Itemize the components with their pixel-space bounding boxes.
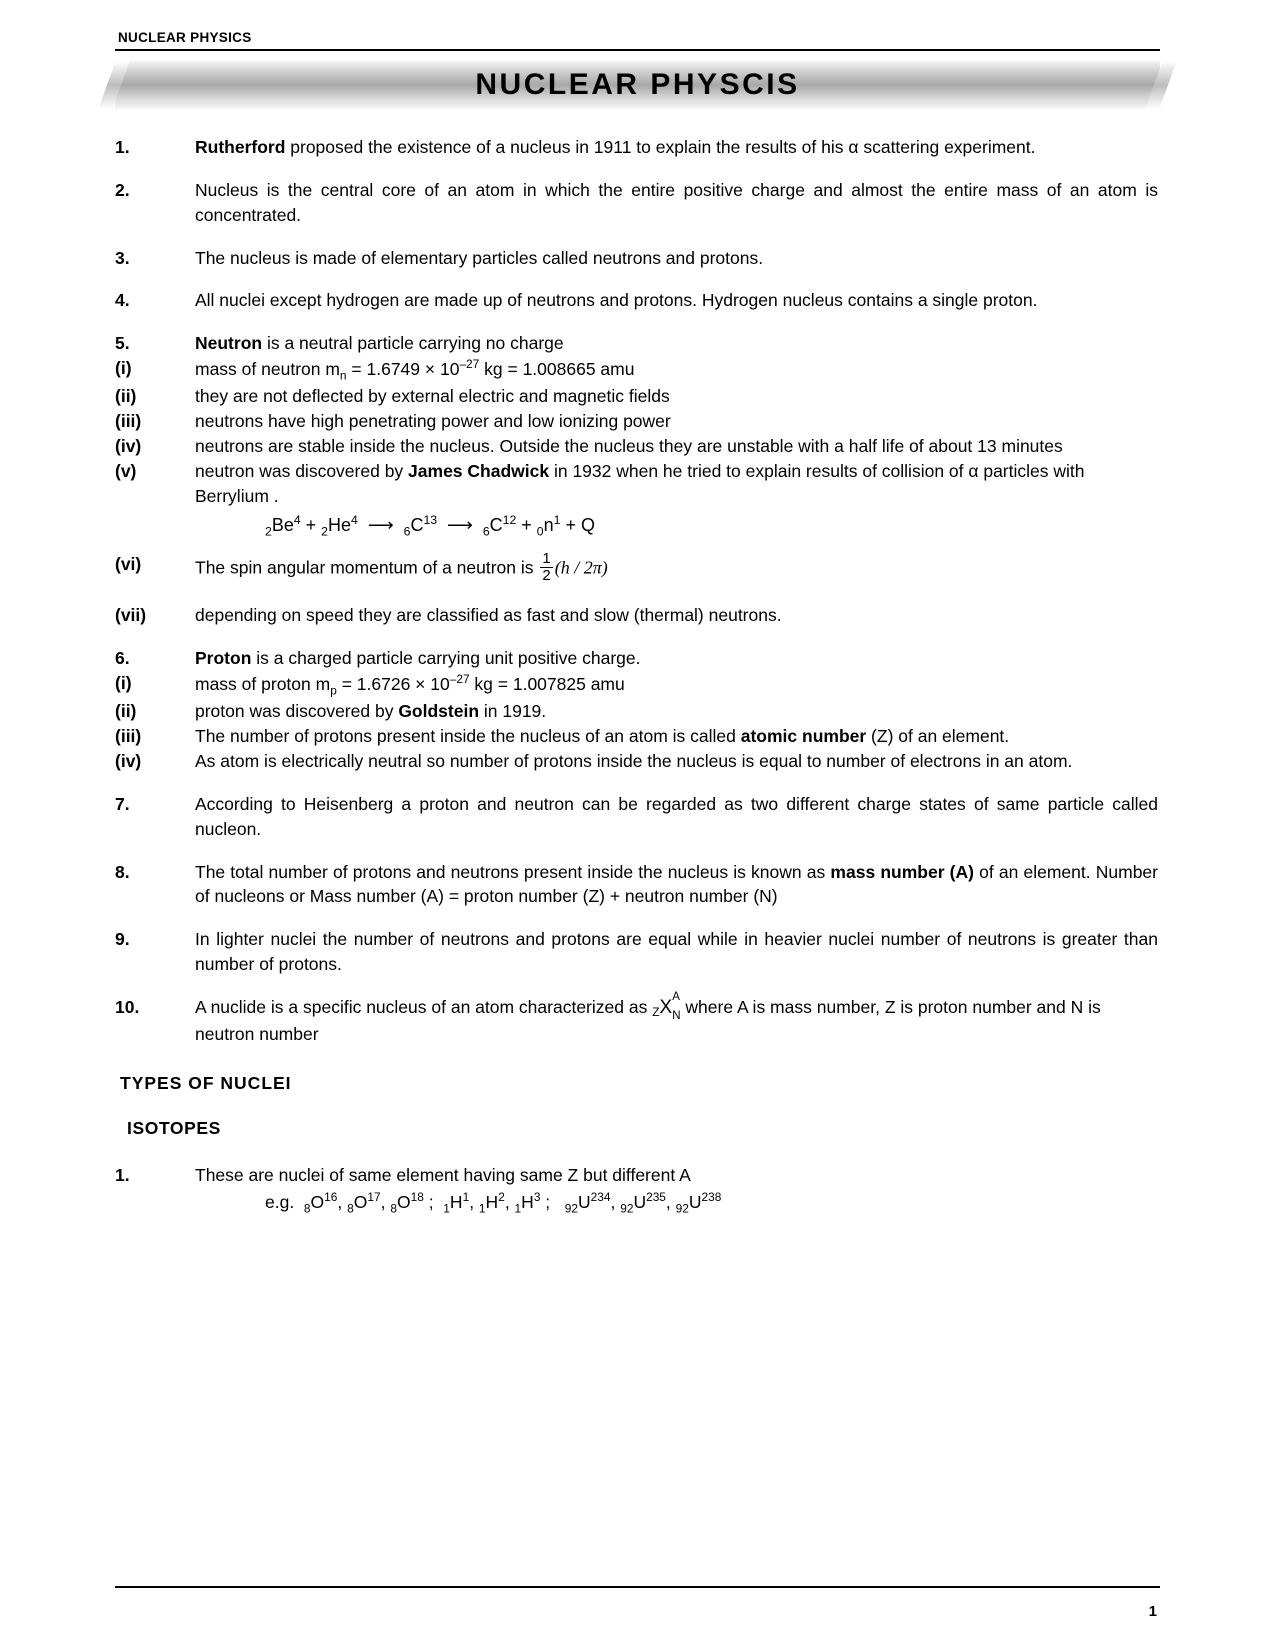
item-text: These are nuclei of same element having same Z but different A [195,1164,691,1185]
item-text: The total number of protons and neutrons present inside the nucleus is known as mass number (A) of an element. Number of nucleons or Mass number (A) = proton number (Z) + neutron number (N) [195,861,1158,907]
spin-tail: (h / 2π) [554,557,608,578]
list-item [115,135,1160,160]
item-number: (v) [115,460,137,481]
list-item [115,288,1160,313]
item-number: 8. [115,861,130,882]
item-text [195,552,1160,585]
list-item [115,749,1160,774]
list-item [115,1163,1160,1188]
list-item [115,671,1160,699]
item-number: (i) [115,673,132,694]
item-number: (ii) [115,701,137,722]
nuclide-indices [672,990,681,1023]
list-item [115,434,1160,459]
item-text [195,990,1160,1047]
item-number: (iv) [115,435,142,456]
list-item [115,724,1160,749]
item-number: 6. [115,648,130,669]
list-item [115,384,1160,409]
section-heading-types-of-nuclei: TYPES OF NUCLEI [120,1072,292,1093]
page-title: NUCLEAR PHYSCIS [475,68,800,101]
list-item [115,246,1160,271]
item-text: The nucleus is made of elementary particles called neutrons and protons. [195,247,764,268]
list-item [115,331,1160,356]
nuclide-subscript: N [672,1010,681,1023]
item-text: proton was discovered by Goldstein in 1919. [195,701,547,722]
item-text: According to Heisenberg a proton and neutron can be regarded as two different charge states of same particle called nucleon. [195,793,1158,839]
header-divider [115,49,1160,51]
nuclide-lead-text: A nuclide is a specific nucleus of an atom characterized as [195,997,648,1017]
item-text: The number of protons present inside the nucleus of an atom is called atomic number (Z) of an element. [195,726,1010,747]
item-number: 10. [115,997,140,1017]
list-item [115,409,1160,434]
item-number: 3. [115,247,130,268]
nuclide-symbol: X [659,997,673,1018]
list-item [115,646,1160,671]
item-number: (ii) [115,386,137,407]
item-number: 2. [115,179,130,200]
list-item [115,459,1160,509]
item-number: 5. [115,333,130,354]
item-text: Neutron is a neutral particle carrying no charge [195,333,564,354]
subsection-heading-isotopes: ISOTOPES [127,1117,221,1138]
nuclide-superscript: A [672,990,680,1003]
item-number: 9. [115,929,130,950]
item-number: 1. [115,1164,130,1185]
list-item [115,990,1160,1047]
item-text: In lighter nuclei the number of neutrons and protons are equal while in heavier nuclei number of neutrons is greater than number of protons. [195,929,1158,975]
item-number: (vii) [115,605,147,626]
list-item [115,356,1160,384]
page-number: 1 [1148,1603,1157,1620]
list-item [115,178,1160,228]
item-number: 7. [115,793,130,814]
spin-fraction [540,551,552,584]
item-number: (iii) [115,726,142,747]
item-text: they are not deflected by external electric and magnetic fields [195,386,670,407]
nuclide-tail-text: where A is mass number, Z is proton number and N is neutron number [195,997,1101,1044]
title-banner [115,61,1160,109]
item-text: depending on speed they are classified as fast and slow (thermal) neutrons. [195,605,782,626]
item-text: All nuclei except hydrogen are made up of neutrons and protons. Hydrogen nucleus contains a single proton. [195,290,1038,311]
spin-text: The spin angular momentum of a neutron is [195,557,534,578]
chadwick-reaction-equation: $_2Be^4 + _2He^4$ ⟶ $_6C^{13}$ ⟶ $_6C^{12} + _0n^1 + Q$ [265,512,595,539]
item-text: Rutherford proposed the existence of a nucleus in 1911 to explain the results of his α scattering experiment. [195,137,1036,157]
item-number: (vi) [115,554,142,575]
item-text: mass of neutron $m_n = 1.6749 \times 10^{-27}$ kg = 1.008665 amu [195,357,635,383]
list-item [115,552,1160,585]
item-number: (i) [115,358,132,379]
item-text: neutron was discovered by James Chadwick in 1932 when he tried to explain results of collision of α particles with Berrylium . [195,460,1085,506]
item-text: mass of proton $m_p = 1.6726 \times 10^{-27}$ kg = 1.007825 amu [195,672,625,698]
item-text: Proton is a charged particle carrying unit positive charge. [195,648,641,669]
list-item [115,860,1160,910]
item-number: 4. [115,290,130,311]
item-text: neutrons have high penetrating power and low ionizing power [195,411,671,432]
item-number: (iv) [115,751,142,772]
running-head: NUCLEAR PHYSICS [118,30,252,45]
item-text: neutrons are stable inside the nucleus. Outside the nucleus they are unstable with a half life of about 13 minutes [195,435,1063,456]
list-item [115,792,1160,842]
footer-divider [115,1586,1160,1588]
fraction-numerator: 1 [542,550,551,568]
isotope-examples: e.g. $_8O^{16}$, $_8O^{17}$, $_8O^{18}$ ; $_1H^1$, $_1H^2$, $_1H^3$ ; $_{92}U^{234}$, $_{92}U^{235}$, $_{92}U^{238}$ [265,1189,722,1215]
item-text: Nucleus is the central core of an atom in which the entire positive charge and almost the entire mass of an atom is concentrated. [195,179,1158,225]
fraction-denominator: 2 [542,567,551,585]
nuclide-presubscript: Z [652,1005,660,1019]
list-item [115,699,1160,724]
item-text: As atom is electrically neutral so number of protons inside the nucleus is equal to number of electrons in an atom. [195,751,1073,772]
list-item [115,927,1160,977]
item-number: 1. [115,137,130,157]
item-number: (iii) [115,411,142,432]
list-item [115,603,1160,628]
nuclide-notation [652,990,681,1023]
